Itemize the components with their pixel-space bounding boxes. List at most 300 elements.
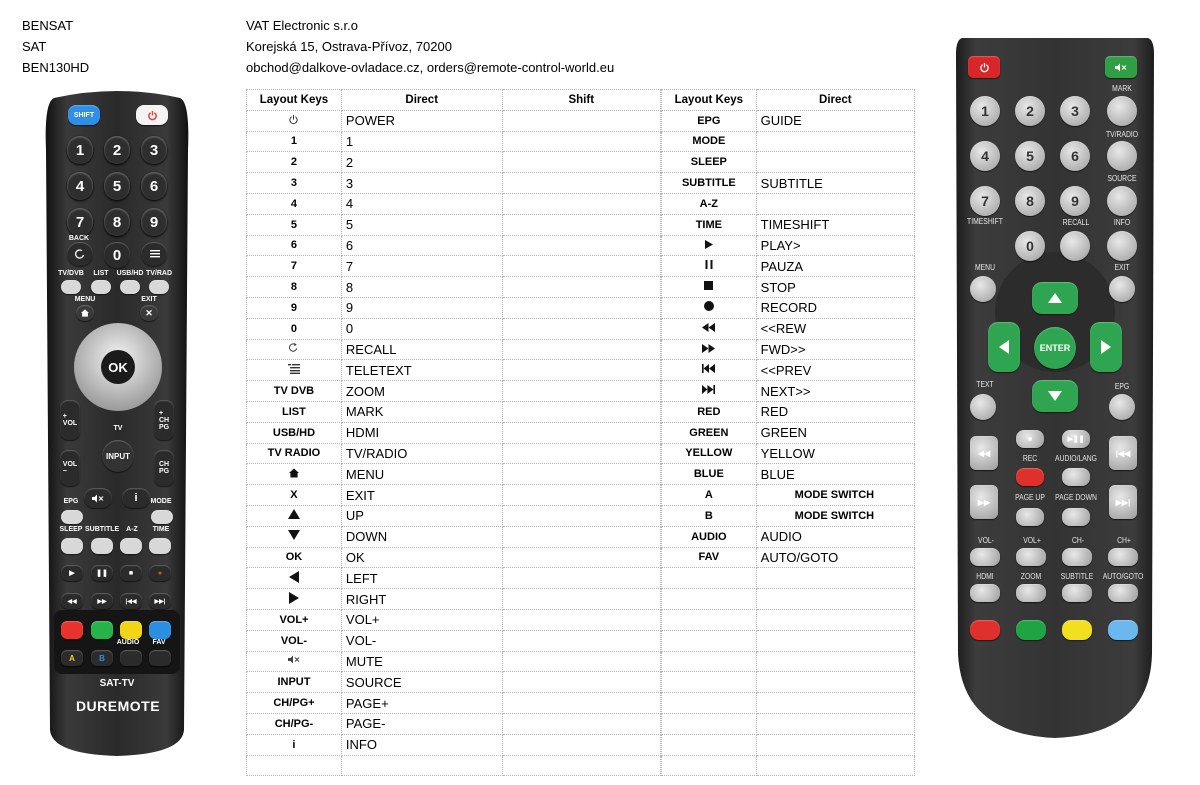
stop-button: ■ xyxy=(1016,430,1044,448)
shift-cell xyxy=(502,360,660,381)
layout-key-cell: VOL- xyxy=(247,630,342,651)
layout-key-cell: 2 xyxy=(247,152,342,173)
direct-cell xyxy=(756,630,914,651)
function-button xyxy=(970,548,1000,566)
header-left xyxy=(22,15,89,78)
row-label: USB/HD xyxy=(116,270,144,277)
source-label: SOURCE xyxy=(1107,174,1137,183)
right-triangle-icon xyxy=(289,592,299,607)
playback-button: ▶ xyxy=(61,565,83,581)
shift-cell xyxy=(502,277,660,298)
layout-key-cell: CH/PG+ xyxy=(247,693,342,714)
color-button xyxy=(149,621,171,639)
col-direct: Direct xyxy=(341,90,502,111)
right-button xyxy=(1090,322,1122,372)
layout-key-cell: FAV xyxy=(662,547,757,568)
a-button: A xyxy=(61,650,83,666)
function-button xyxy=(120,538,142,554)
table-row xyxy=(247,131,661,152)
table-row xyxy=(662,297,915,318)
shift-cell xyxy=(502,297,660,318)
layout-key-cell: CH/PG- xyxy=(247,713,342,734)
page-up-label: PAGE UP xyxy=(1015,493,1045,502)
row-label: AUTO/GOTO xyxy=(1102,572,1144,581)
direct-cell: MUTE xyxy=(341,651,502,672)
direct-cell: 6 xyxy=(341,235,502,256)
table-row xyxy=(662,443,915,464)
table-row xyxy=(662,339,915,360)
shift-cell xyxy=(502,609,660,630)
row-label: HDMI xyxy=(976,572,994,581)
table-row xyxy=(662,173,915,194)
row-label: VOL+ xyxy=(1023,536,1041,545)
direct-cell: SUBTITLE xyxy=(756,173,914,194)
table-row xyxy=(662,235,915,256)
shift-cell xyxy=(502,693,660,714)
back-button xyxy=(67,242,93,266)
power-button xyxy=(968,56,1000,78)
fav-label: FAV xyxy=(152,639,166,646)
rewind-icon xyxy=(702,323,715,335)
mute-button xyxy=(84,488,112,508)
col-layout-keys: Layout Keys xyxy=(247,90,342,111)
table-row xyxy=(662,672,915,693)
table-row xyxy=(247,651,661,672)
row-label: TV/RAD xyxy=(145,270,173,277)
direct-cell: <<PREV xyxy=(756,360,914,381)
function-label: SUBTITLE xyxy=(85,526,120,533)
source-button xyxy=(1107,186,1137,216)
layout-key-cell: MODE xyxy=(662,131,757,152)
play-icon xyxy=(705,240,713,252)
ch-up-button: + CH PG xyxy=(154,400,174,440)
direct-cell xyxy=(756,672,914,693)
generic-remote-image xyxy=(954,34,1156,741)
mode-button xyxy=(151,510,173,524)
layout-key-cell xyxy=(662,589,757,610)
table-row xyxy=(247,547,661,568)
layout-key-cell xyxy=(662,256,757,277)
layout-key-cell xyxy=(662,297,757,318)
layout-key-cell xyxy=(662,693,757,714)
model-name: BEN130HD xyxy=(22,60,90,75)
table-row xyxy=(662,422,915,443)
direct-cell: SOURCE xyxy=(341,672,502,693)
color-button xyxy=(1062,620,1092,640)
layout-key-cell: EPG xyxy=(662,110,757,131)
direct-cell xyxy=(756,713,914,734)
text-button xyxy=(970,394,996,420)
layout-key-cell: 5 xyxy=(247,214,342,235)
layout-key-cell xyxy=(662,235,757,256)
table-row xyxy=(662,131,915,152)
rewind-button: ◀◀ xyxy=(970,436,998,470)
audio-lang-label: AUDIO/LANG xyxy=(1055,454,1097,463)
power-button xyxy=(136,105,168,125)
layout-key-cell: A-Z xyxy=(662,193,757,214)
tvradio-label: TV/RADIO xyxy=(1105,130,1139,139)
info-button: i xyxy=(122,488,150,508)
table-row xyxy=(662,485,915,506)
direct-cell: RED xyxy=(756,401,914,422)
color-button xyxy=(120,621,142,639)
teletext-icon xyxy=(288,364,300,377)
color-button xyxy=(970,620,1000,640)
direct-cell: RECALL xyxy=(341,339,502,360)
layout-key-cell: LIST xyxy=(247,401,342,422)
direct-cell: 8 xyxy=(341,277,502,298)
shift-cell xyxy=(502,464,660,485)
function-label: TIME xyxy=(152,526,170,533)
layout-key-cell xyxy=(662,318,757,339)
table-row xyxy=(662,651,915,672)
layout-key-cell xyxy=(662,630,757,651)
previous-button: |◀◀ xyxy=(1109,436,1137,470)
table-row xyxy=(662,693,915,714)
page-down-button xyxy=(1062,508,1090,526)
product-name: SAT-TV xyxy=(99,678,135,689)
direct-cell xyxy=(756,589,914,610)
vol-down-button: VOL − xyxy=(60,450,80,486)
table-row xyxy=(247,568,661,589)
input-button: INPUT xyxy=(102,440,134,472)
layout-key-cell xyxy=(662,339,757,360)
page-up-button xyxy=(1016,508,1044,526)
direct-cell: PLAY> xyxy=(756,235,914,256)
layout-key-cell: X xyxy=(247,485,342,506)
direct-cell xyxy=(756,152,914,173)
direct-cell xyxy=(756,734,914,755)
table-row xyxy=(662,713,915,734)
shift-cell xyxy=(502,256,660,277)
layout-key-cell: INPUT xyxy=(247,672,342,693)
table-row xyxy=(662,734,915,755)
function-label: EPG xyxy=(63,498,79,505)
color-button xyxy=(1108,620,1138,640)
play-pause-button: ▶❚❚ xyxy=(1062,430,1090,448)
direct-cell xyxy=(756,568,914,589)
table-row xyxy=(662,277,915,298)
table-row xyxy=(247,609,661,630)
direct-cell xyxy=(756,193,914,214)
function-button xyxy=(91,538,113,554)
mute-button xyxy=(1105,56,1137,78)
back-label: BACK xyxy=(68,235,90,242)
direct-cell: 5 xyxy=(341,214,502,235)
table-row xyxy=(247,672,661,693)
shift-cell xyxy=(502,755,660,776)
digit-button: 7 xyxy=(67,208,93,236)
table-row xyxy=(247,318,661,339)
direct-cell: 0 xyxy=(341,318,502,339)
direct-cell: VOL- xyxy=(341,630,502,651)
recall-button xyxy=(1060,231,1090,261)
direct-cell: 9 xyxy=(341,297,502,318)
table-row xyxy=(662,381,915,402)
direct-cell: DOWN xyxy=(341,526,502,547)
table-row xyxy=(662,110,915,131)
digit-button: 7 xyxy=(970,186,1000,216)
direct-cell: MENU xyxy=(341,464,502,485)
function-button xyxy=(1108,584,1138,602)
function-button xyxy=(91,280,111,294)
table-row xyxy=(247,152,661,173)
table-row xyxy=(247,339,661,360)
layout-key-cell xyxy=(662,672,757,693)
function-button xyxy=(970,584,1000,602)
tv-label: TV xyxy=(113,425,123,432)
teletext-button xyxy=(141,242,167,266)
shift-cell xyxy=(502,672,660,693)
table-row xyxy=(247,422,661,443)
table-row xyxy=(662,609,915,630)
digit-button: 9 xyxy=(1060,186,1090,216)
digit-button: 5 xyxy=(1015,141,1045,171)
forward-button: ▶▶ xyxy=(970,485,998,519)
direct-cell: 4 xyxy=(341,193,502,214)
power-icon xyxy=(288,114,299,128)
direct-cell: HDMI xyxy=(341,422,502,443)
key-table-left xyxy=(246,89,661,776)
audio-label: AUDIO xyxy=(116,639,140,646)
layout-key-cell xyxy=(247,339,342,360)
table-row xyxy=(247,693,661,714)
direct-cell: RIGHT xyxy=(341,589,502,610)
shift-cell xyxy=(502,547,660,568)
table-row xyxy=(247,505,661,526)
layout-key-cell: 8 xyxy=(247,277,342,298)
direct-cell: UP xyxy=(341,505,502,526)
exit-label: EXIT xyxy=(141,296,157,303)
function-button xyxy=(61,538,83,554)
direct-cell: POWER xyxy=(341,110,502,131)
layout-key-cell xyxy=(662,277,757,298)
direct-cell: 1 xyxy=(341,131,502,152)
direct-cell: OK xyxy=(341,547,502,568)
function-button xyxy=(1108,548,1138,566)
table-row xyxy=(247,401,661,422)
row-label: CH+ xyxy=(1117,536,1131,545)
function-button xyxy=(1016,584,1046,602)
shift-cell xyxy=(502,651,660,672)
direct-cell xyxy=(756,651,914,672)
layout-key-cell xyxy=(662,713,757,734)
shift-cell xyxy=(502,318,660,339)
mute-icon xyxy=(288,655,300,667)
digit-button: 6 xyxy=(1060,141,1090,171)
exit-button: ✕ xyxy=(140,305,158,321)
table-header-row xyxy=(662,90,915,111)
direct-cell: VOL+ xyxy=(341,609,502,630)
direct-cell: PAGE+ xyxy=(341,693,502,714)
col-layout-keys: Layout Keys xyxy=(662,90,757,111)
direct-cell xyxy=(756,609,914,630)
col-shift: Shift xyxy=(502,90,660,111)
shift-cell xyxy=(502,110,660,131)
layout-key-cell: YELLOW xyxy=(662,443,757,464)
direct-cell: GUIDE xyxy=(756,110,914,131)
row-label: SUBTITLE xyxy=(1060,572,1094,581)
table-row xyxy=(662,401,915,422)
playback-button: ● xyxy=(149,565,171,581)
digit-button: 2 xyxy=(104,136,130,164)
table-row xyxy=(247,589,661,610)
layout-key-cell xyxy=(662,568,757,589)
table-row xyxy=(247,630,661,651)
row-label: LIST xyxy=(93,270,109,277)
table-row xyxy=(662,589,915,610)
next-button: ▶▶| xyxy=(1109,485,1137,519)
shift-cell xyxy=(502,401,660,422)
table-row xyxy=(247,464,661,485)
shift-cell xyxy=(502,381,660,402)
row-label: VOL- xyxy=(978,536,994,545)
shift-cell xyxy=(502,339,660,360)
stop-icon xyxy=(704,281,713,293)
table-row xyxy=(247,297,661,318)
menu-button xyxy=(76,305,94,321)
layout-key-cell: 4 xyxy=(247,193,342,214)
layout-key-cell: BLUE xyxy=(662,464,757,485)
table-row xyxy=(247,235,661,256)
direct-cell: FWD>> xyxy=(756,339,914,360)
layout-key-cell xyxy=(662,755,757,776)
color-button xyxy=(1016,620,1046,640)
table-row xyxy=(247,256,661,277)
layout-key-cell xyxy=(247,651,342,672)
shift-cell xyxy=(502,526,660,547)
direct-cell xyxy=(756,755,914,776)
layout-key-cell: VOL+ xyxy=(247,609,342,630)
direct-cell: INFO xyxy=(341,734,502,755)
down-button xyxy=(1032,380,1078,412)
table-row xyxy=(247,110,661,131)
direct-cell: 3 xyxy=(341,173,502,194)
audio-lang-button xyxy=(1062,468,1090,486)
table-row xyxy=(247,526,661,547)
brand-name: BENSAT xyxy=(22,18,74,33)
menu-button xyxy=(970,276,996,302)
direct-cell: AUTO/GOTO xyxy=(756,547,914,568)
digit-button: 8 xyxy=(104,208,130,236)
direct-cell xyxy=(341,755,502,776)
record-icon xyxy=(704,301,714,314)
function-button xyxy=(1062,548,1092,566)
row-label: ZOOM xyxy=(1020,572,1042,581)
layout-key-cell xyxy=(247,755,342,776)
playback-button: ❚❚ xyxy=(91,565,113,581)
table-row xyxy=(247,277,661,298)
direct-cell: TV/RADIO xyxy=(341,443,502,464)
layout-key-cell: 6 xyxy=(247,235,342,256)
shift-cell xyxy=(502,235,660,256)
next-icon xyxy=(702,385,715,397)
shift-cell xyxy=(502,589,660,610)
function-label: MODE xyxy=(150,498,172,505)
digit-button: 3 xyxy=(1060,96,1090,126)
layout-key-cell: 3 xyxy=(247,173,342,194)
up-button xyxy=(1032,282,1078,314)
row-label: TV/DVB xyxy=(58,270,84,277)
digit-button: 3 xyxy=(141,136,167,164)
direct-cell: PAUZA xyxy=(756,256,914,277)
digit-button: 2 xyxy=(1015,96,1045,126)
table-row xyxy=(247,713,661,734)
layout-key-cell xyxy=(247,464,342,485)
exit-label: EXIT xyxy=(1114,263,1130,272)
direct-cell xyxy=(756,131,914,152)
shift-cell xyxy=(502,505,660,526)
color-button xyxy=(61,621,83,639)
shift-cell xyxy=(502,485,660,506)
shift-button: SHIFT xyxy=(68,105,100,125)
direct-cell: YELLOW xyxy=(756,443,914,464)
fast-forward-icon xyxy=(702,344,715,356)
layout-key-cell xyxy=(662,734,757,755)
layout-key-cell: TV DVB xyxy=(247,381,342,402)
function-button xyxy=(1062,584,1092,602)
layout-key-cell: OK xyxy=(247,547,342,568)
direct-cell: BLUE xyxy=(756,464,914,485)
company-address: Korejská 15, Ostrava-Přívoz, 70200 xyxy=(246,39,452,54)
direct-cell: TELETEXT xyxy=(341,360,502,381)
rec-button xyxy=(1016,468,1044,486)
down-triangle-icon xyxy=(288,530,300,543)
digit-button: 5 xyxy=(104,172,130,200)
tvradio-button xyxy=(1107,141,1137,171)
direct-cell: MODE SWITCH xyxy=(756,505,914,526)
layout-key-cell xyxy=(247,589,342,610)
digit-button: 4 xyxy=(67,172,93,200)
table-row xyxy=(662,318,915,339)
layout-key-cell: SLEEP xyxy=(662,152,757,173)
brand-logo: DUREMOTE xyxy=(75,698,161,714)
layout-key-cell: USB/HD xyxy=(247,422,342,443)
table-row xyxy=(662,214,915,235)
digit-button: 6 xyxy=(141,172,167,200)
page-down-label: PAGE DOWN xyxy=(1055,493,1097,502)
layout-key-cell: 9 xyxy=(247,297,342,318)
direct-cell: 2 xyxy=(341,152,502,173)
shift-cell xyxy=(502,568,660,589)
color-button xyxy=(91,621,113,639)
header-right xyxy=(246,15,614,78)
layout-key-cell xyxy=(247,110,342,131)
layout-key-cell: GREEN xyxy=(662,422,757,443)
left-triangle-icon xyxy=(289,571,299,586)
info-button xyxy=(1107,231,1137,261)
layout-key-cell: A xyxy=(662,485,757,506)
direct-cell: GREEN xyxy=(756,422,914,443)
function-label: A-Z xyxy=(126,526,138,533)
shift-cell xyxy=(502,734,660,755)
table-row xyxy=(662,193,915,214)
fav-button xyxy=(149,650,171,666)
function-label: SLEEP xyxy=(59,526,83,533)
table-row xyxy=(247,360,661,381)
digit-button: 4 xyxy=(970,141,1000,171)
layout-key-cell xyxy=(662,360,757,381)
table-row xyxy=(247,214,661,235)
direct-cell: LEFT xyxy=(341,568,502,589)
col-direct: Direct xyxy=(756,90,914,111)
layout-key-cell xyxy=(662,651,757,672)
layout-key-cell xyxy=(662,609,757,630)
playback-button: ▶▶| xyxy=(149,593,171,609)
direct-cell: MARK xyxy=(341,401,502,422)
shift-cell xyxy=(502,193,660,214)
layout-key-cell: TIME xyxy=(662,214,757,235)
